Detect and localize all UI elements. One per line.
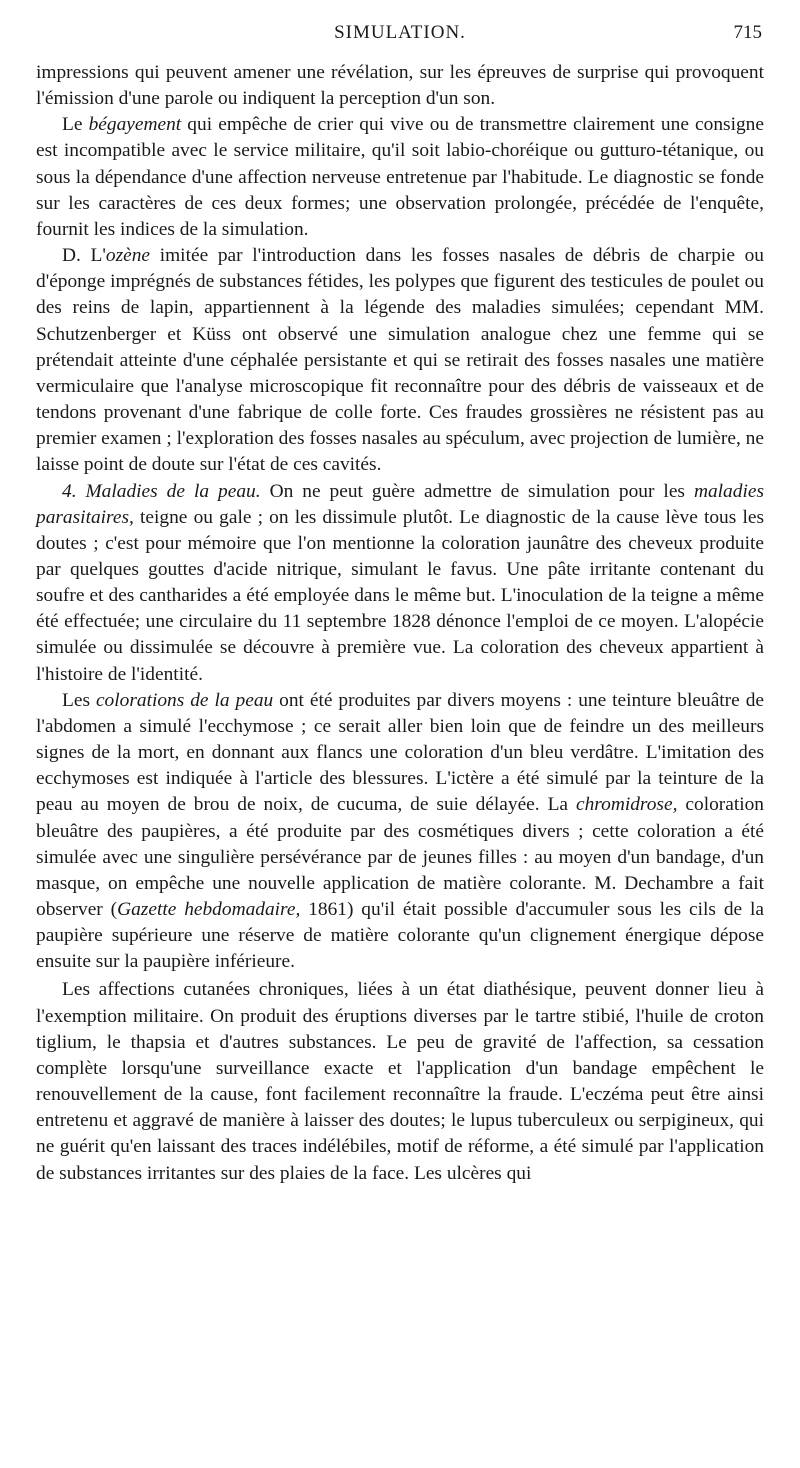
paragraph-text: imitée par l'introduction dans les fosses nasales de débris de charpie ou d'éponge imprégnés de substances fétides, les polypes que figurent des testicules de poulet ou des reins de lapin, appartiennent à la légende des maladies simulées; cependant MM. Schutzenberger et Küss ont observé une simulation analogue chez une femme qui se prétendait atteinte d'une céphalée persistante et qui se retirait des fosses nasales une matière vermiculaire que l'analyse microscopique fit reconnaître pour des débris de vaisseaux et de tendons provenant d'une fabrique de colle forte. Ces fraudes grossières ne résistent pas au premier examen ; l'exploration des fosses nasales au spéculum, avec projection de lumière, ne laisse point de doute sur l'état de ces cavités.	[36, 245, 764, 476]
italic-term: maladies parasitaires,	[36, 480, 764, 528]
paragraph-text: 1861) qu'il était possible d'accumuler sous les cils de la paupière supérieure une réserve de matière colorante qu'un clignement énergique dépose ensuite sur la paupière inférieure.	[36, 899, 764, 973]
italic-term: ozène	[105, 245, 151, 267]
italic-term: chromidrose,	[576, 794, 678, 816]
running-head	[36, 22, 764, 52]
running-title: SIMULATION.	[334, 22, 466, 43]
section-heading: 4. Maladies de la peau.	[62, 480, 261, 502]
body-text	[36, 60, 764, 1187]
paragraph-impressions	[36, 60, 764, 112]
italic-citation: Gazette hebdomadaire,	[117, 899, 301, 920]
paragraph-begayement	[36, 112, 764, 243]
paragraph-text: On ne peut guère admettre de simulation pour les	[260, 480, 694, 502]
paragraph-text: Les	[62, 689, 96, 711]
paragraph-text: teigne ou gale ; on les dissimule plutôt. Le diagnostic de la cause lève tous les doutes ; c'est pour mémoire que l'on mentionne la coloration jaunâtre des cheveux produite par quelques gouttes d'acide nitrique, simulant le favus. Une pâte irritante contenant du soufre et des cantharides a été employée dans le même but. L'inoculation de la teigne a même été effectuée; une circulaire du 11 septembre 1828 dénonce l'emploi de ce moyen. L'alopécie simulée ou dissimulée se découvre à première vue. La coloration des cheveux appartient à l'histoire de l'identité.	[36, 506, 764, 685]
page-number: 715	[733, 22, 762, 43]
italic-term: colorations de la peau	[95, 689, 274, 711]
paragraph-text: impressions qui peuvent amener une révélation, sur les épreuves de surprise qui provoquent l'émission d'une parole ou indiquent la perception d'un son.	[36, 62, 764, 110]
paragraph-text: Les affections cutanées chroniques, liées à un état diathésique, peuvent donner lieu à l'exemption militaire. On produit des éruptions diverses par le tartre stibié, l'huile de croton tiglium, le thapsia et d'autres substances. Le peu de gravité de l'affection, sa cessation complète lorsqu'une surveillance exacte et l'application d'un bandage empêchent le renouvellement de la cause, font facilement reconnaître la fraude. L'eczéma peut être ainsi entretenu et aggravé de manière à laisser des doutes; le lupus tuberculeux ou serpigineux, qui ne guérit qu'en laissant des traces indélébiles, motif de réforme, a été simulé par l'application de substances irritantes sur des plaies de la face. Les ulcères qui	[36, 979, 764, 1184]
paragraph-text: coloration bleuâtre des paupières, a été produite par des cosmétiques divers ; cette coloration a été simulée avec une singulière persévérance par de jeunes filles : au moyen d'un bandage, d'un masque, on empêche une nouvelle application de matière colorante. M. Dechambre a fait observer (	[36, 794, 765, 920]
paragraph-maladies-peau	[36, 479, 764, 688]
paragraph-affections-cutanees	[36, 977, 764, 1186]
italic-term: bégayement	[88, 114, 182, 136]
paragraph-ozene	[36, 243, 764, 478]
paragraph-colorations	[36, 688, 764, 976]
paragraph-text: ont été produites par divers moyens : une teinture bleuâtre de l'abdomen a simulé l'ecchymose ; ce serait aller bien loin que de feindre un des meilleurs signes de la mort, en donnant aux flancs une coloration d'un bleu verdâtre. L'imitation des ecchymoses est indiquée à l'article des blessures. L'ictère a été simulé par la teinture de la peau au moyen de brou de noix, de cucuma, de suie délayée. La	[36, 689, 764, 816]
paragraph-text: qui empêche de crier qui vive ou de transmettre clairement une consigne est incompatible avec le service militaire, qu'il soit labio-choréique ou gutturo-tétanique, ou sous la dépendance d'une affection nerveuse entretenue par l'habitude. Le diagnostic se fonde sur les caractères de ces deux formes; une observation prolongée, précédée de l'enquête, fournit les indices de la simulation.	[36, 114, 764, 240]
paragraph-text: Le	[62, 114, 89, 136]
paragraph-text: D. L'	[62, 245, 106, 267]
